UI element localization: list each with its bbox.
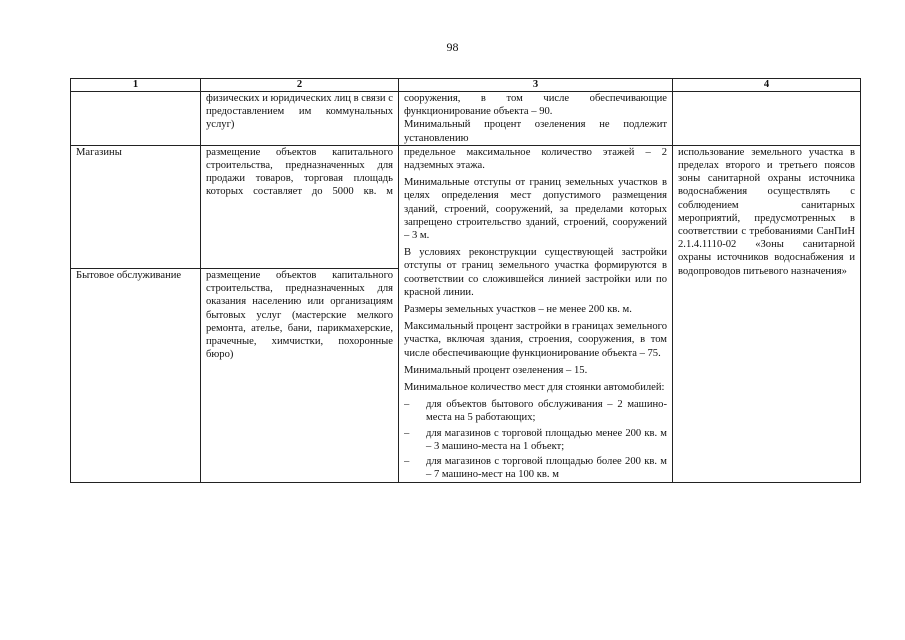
continuation-col3	[399, 92, 673, 146]
bullet-dash: –	[404, 399, 410, 411]
restrictions-text: использование земельного участка в пределах второго и третьего поясов зоны санитарной охраны источника водоснабжения осуществлять с соблюдением санитарных мероприятий, предусмотренных в соответствии с требованиями СанПиН 2.1.4.1110-02 «Зоны санитарной охраны источников водоснабжения и водопроводов питьевого назначения»	[678, 146, 855, 277]
shops-name-cell: Магазины	[71, 145, 201, 268]
merged-parameters-cell	[399, 145, 673, 482]
param-floors: предельное максимальное количество этажей – 2 надземных этажа.	[404, 146, 667, 172]
column-header-2: 2	[201, 79, 399, 92]
services-description-cell	[201, 268, 399, 482]
continuation-col4	[673, 92, 861, 146]
param-min-greening: Минимальный процент озеленения – 15.	[404, 364, 588, 376]
regulations-table	[70, 78, 861, 483]
merged-restrictions-cell	[673, 145, 861, 482]
services-name-cell: Бытовое обслуживание	[71, 268, 201, 482]
services-description-text: размещение объектов капитального строительства, предназначенных для оказания населению или организациям бытовых услуг (мастерские мелкого ремонта, ателье, бани, парикмахерские, прачечные, химчистки, похоронные бюро)	[206, 269, 393, 361]
param-parking-intro: Минимальное количество мест для стоянки автомобилей:	[404, 382, 665, 394]
param-setbacks: Минимальные отступы от границ земельных участков в целях определения мест допустимого размещения зданий, строений, сооружений, за пределами которых запрещено строительство зданий, строений, сооружений – 3 м.	[404, 177, 667, 242]
param-max-building: Максимальный процент застройки в границах земельного участка, включая здания, строения, сооружения, в том числе обеспечивающие функционирование объекта – 75.	[404, 321, 667, 359]
bullet-dash: –	[404, 456, 410, 468]
shops-description-cell	[201, 145, 399, 268]
continuation-col3-p2: Минимальный процент озеленения не подлежит установлению	[404, 119, 667, 144]
table-header-row	[71, 79, 861, 92]
bullet-dash: –	[404, 427, 410, 439]
table-row-continuation	[71, 92, 861, 146]
continuation-col1	[71, 92, 201, 146]
continuation-col2-text: физических и юридических лиц в связи с предоставлением им коммунальных услуг)	[206, 93, 393, 131]
column-header-3: 3	[399, 79, 673, 92]
column-header-4: 4	[673, 79, 861, 92]
param-plot-size: Размеры земельных участков – не менее 200 кв. м.	[404, 304, 632, 316]
parking-bullet-2	[404, 427, 667, 453]
parking-bullet-1	[404, 398, 667, 424]
shops-description-text: размещение объектов капитального строительства, предназначенных для продажи товаров, торговая площадь которых составляет до 5000 кв. м	[206, 146, 393, 198]
page-number: 98	[446, 40, 459, 54]
continuation-col3-p1: сооружения, в том числе обеспечивающие функционирование объекта – 90.	[404, 93, 667, 118]
bullet-text: для магазинов с торговой площадью более 200 кв. м – 7 машино-мест на 100 кв. м	[426, 456, 667, 481]
param-reconstruction: В условиях реконструкции существующей застройки отступы от границ земельного участка формируются в соответствии со сложившейся линией застройки или по красной линии.	[404, 247, 667, 298]
continuation-col2	[201, 92, 399, 146]
table-row-shops	[71, 145, 861, 268]
bullet-text: для магазинов с торговой площадью менее 200 кв. м – 3 машино-места на 1 объект;	[426, 427, 667, 452]
bullet-text: для объектов бытового обслуживания – 2 машино-места на 5 работающих;	[426, 399, 667, 424]
parking-bullet-3	[404, 455, 667, 481]
column-header-1: 1	[71, 79, 201, 92]
